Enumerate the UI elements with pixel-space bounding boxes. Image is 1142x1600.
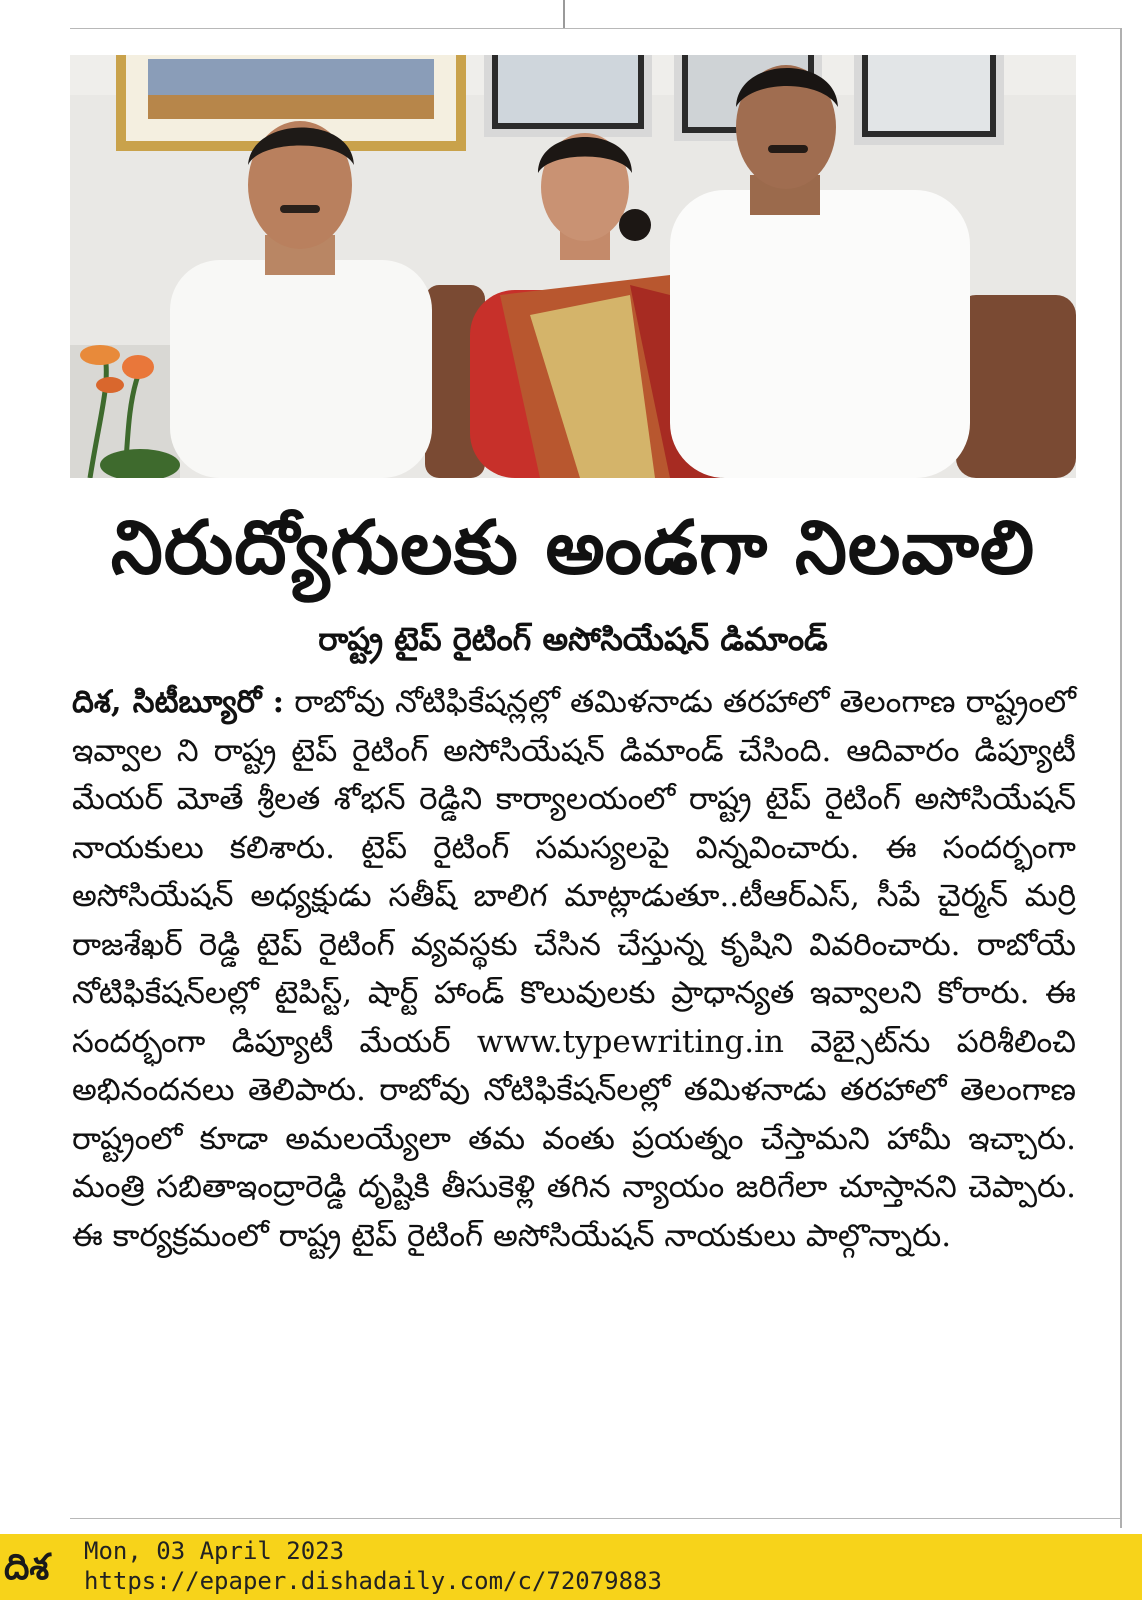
- headline: నిరుద్యోగులకు అండగా నిలవాలి: [110, 505, 1036, 591]
- dateline: దిశ, సిటీబ్యూరో :: [72, 684, 285, 720]
- article-body-text: రాబోవు నోటిఫికేషన్లల్లో తమిళనాడు తరహాలో తెలంగాణ రాష్ట్రంలో ఇవ్వాల ని రాష్ట్ర టైప్ రైటింగ్ అసోసియేషన్ డిమాండ్ చేసింది. ఆదివారం డిప్యూటీ మేయర్ మోతే శ్రీలత శోభన్ రెడ్డిని కార్యాలయంలో రాష్ట్ర టైప్ రైటింగ్ అసోసియేషన్ నాయకులు కలిశారు. టైప్ రైటింగ్ సమస్యలపై విన్నవించారు. ఈ సందర్భంగా అసోసియేషన్ అధ్యక్షుడు సతీష్ బాలిగ మాట్లాడుతూ..టీఆర్ఎస్, సీపే చైర్మన్ మర్రి రాజశేఖర్ రెడ్డి టైప్ రైటింగ్ వ్యవస్థకు చేసిన చేస్తున్న కృషిని వివరించారు. రాబోయే నోటిఫికేషన్‌లల్లో టైపిస్ట్, షార్ట్ హాండ్ కొలువులకు ప్రాధాన్యత ఇవ్వాలని కోరారు. ఈ సందర్భంగా డిప్యూటీ మేయర్ www.typewriting.in వెబ్సైట్‌ను పరిశీలించి అభినందనలు తెలిపారు. రాబోవు నోటిఫికేషన్‌లల్లో తమిళనాడు తరహాలో తెలంగాణ రాష్ట్రంలో కూడా అమలయ్యేలా తమ వంతు ప్రయత్నం చేస్తామని హామీ ఇచ్చారు. మంత్రి సబితాఇంద్రారెడ్డి దృష్టికి తీసుకెళ్లి తగిన న్యాయం జరిగేలా చూస్తానని చెప్పారు. ఈ కార్యక్రమంలో రాష్ట్ర టైప్ రైటింగ్ అసోసియేషన్ నాయకులు పాల్గొన్నారు.: [72, 684, 1077, 1254]
- bottom-rule: [70, 1518, 1120, 1519]
- subheadline: రాష్ట్ర టైప్ రైటింగ్ అసోసియేషన్ డిమాండ్: [318, 620, 828, 658]
- footer-bar: [0, 1534, 1142, 1600]
- right-rule: [1120, 28, 1122, 1528]
- disha-logo[interactable]: దిశ: [4, 1547, 50, 1588]
- article-body: [72, 678, 1076, 1260]
- top-rule: [70, 28, 1120, 29]
- column-divider-top: [563, 0, 565, 28]
- publication-date: Mon, 03 April 2023: [84, 1537, 345, 1565]
- epaper-link[interactable]: https://epaper.dishadaily.com/c/72079883: [84, 1567, 662, 1595]
- article-photo: [70, 55, 1076, 478]
